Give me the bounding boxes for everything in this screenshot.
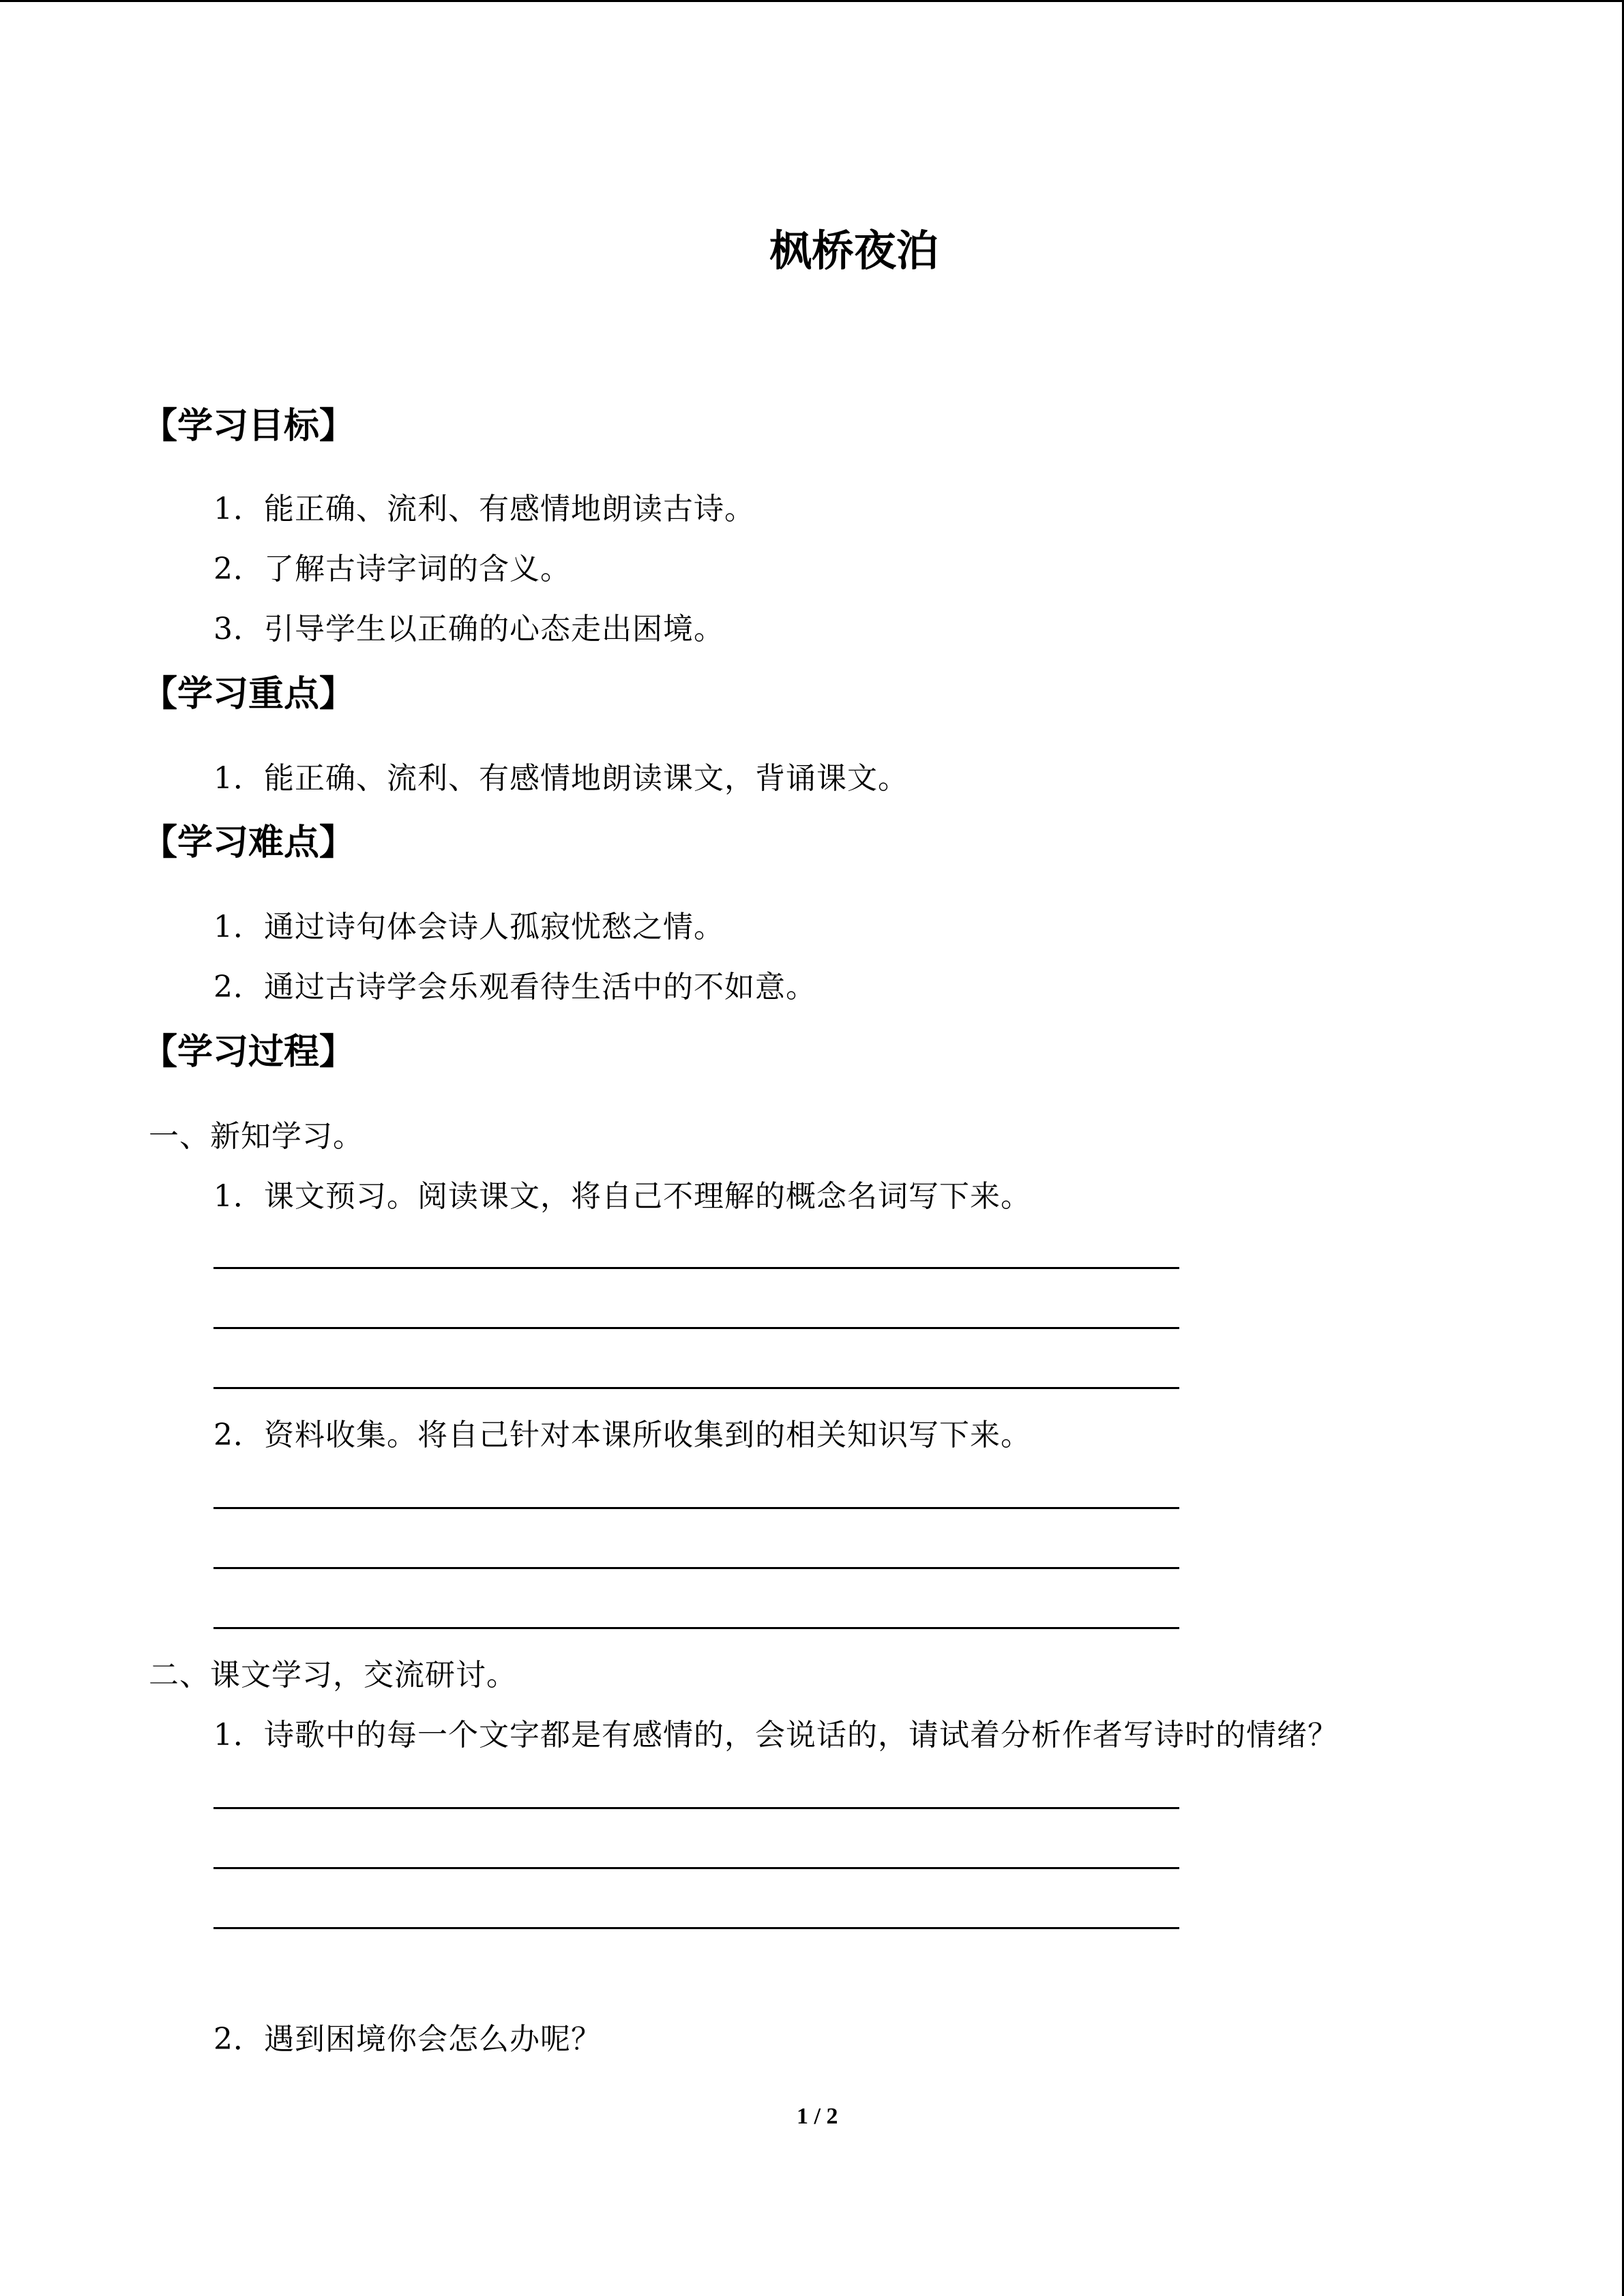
page-border-top	[0, 0, 1624, 2]
answer-line[interactable]	[213, 1507, 1179, 1509]
goal-item-1: 1．能正确、流利、有感情地朗读古诗。	[213, 492, 755, 526]
answer-line[interactable]	[213, 1387, 1179, 1389]
answer-line[interactable]	[213, 1867, 1179, 1869]
difficulty-item-1: 1．通过诗句体会诗人孤寂忧愁之情。	[213, 910, 724, 944]
part2-title: 二、课文学习，交流研讨。	[149, 1658, 517, 1693]
process-heading: 【学习过程】	[142, 1031, 355, 1073]
difficulty-heading: 【学习难点】	[142, 822, 355, 863]
page-number: 1 / 2	[797, 2104, 838, 2129]
part2-question-2: 2．遇到困境你会怎么办呢？	[213, 2022, 602, 2057]
goals-heading: 【学习目标】	[142, 405, 355, 447]
goal-item-2: 2．了解古诗字词的含义。	[213, 552, 571, 586]
answer-line[interactable]	[213, 1927, 1179, 1929]
part1-question-1: 1．课文预习。阅读课文，将自己不理解的概念名词写下来。	[213, 1179, 1031, 1214]
answer-line[interactable]	[213, 1567, 1179, 1569]
answer-line[interactable]	[213, 1627, 1179, 1629]
answer-line[interactable]	[213, 1327, 1179, 1329]
answer-line[interactable]	[213, 1807, 1179, 1809]
part2-question-1: 1．诗歌中的每一个文字都是有感情的，会说话的，请试着分析作者写诗时的情绪？	[213, 1718, 1338, 1753]
document-title: 枫桥夜泊	[769, 226, 939, 275]
difficulty-item-2: 2．通过古诗学会乐观看待生活中的不如意。	[213, 970, 816, 1004]
goal-item-3: 3．引导学生以正确的心态走出困境。	[213, 612, 724, 646]
part1-title: 一、新知学习。	[149, 1119, 364, 1154]
part1-question-2: 2．资料收集。将自己针对本课所收集到的相关知识写下来。	[213, 1418, 1031, 1452]
key-points-heading: 【学习重点】	[142, 673, 355, 715]
key-point-item-1: 1．能正确、流利、有感情地朗读课文，背诵课文。	[213, 761, 909, 796]
answer-line[interactable]	[213, 1267, 1179, 1269]
